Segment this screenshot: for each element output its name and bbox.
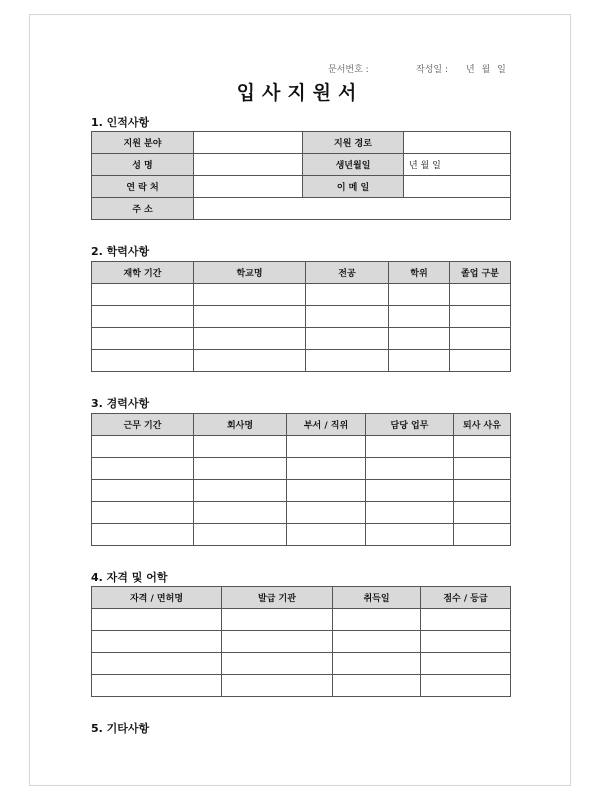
license-table xyxy=(91,586,511,697)
table-cell[interactable] xyxy=(92,609,222,631)
table-cell[interactable] xyxy=(366,502,454,524)
table-cell[interactable] xyxy=(222,653,333,675)
table-cell[interactable] xyxy=(306,328,389,350)
table-row xyxy=(92,458,511,480)
table-row xyxy=(92,198,511,220)
table-cell[interactable] xyxy=(287,480,366,502)
section-personal-title: 1. 인적사항 xyxy=(91,116,150,129)
table-cell[interactable] xyxy=(222,675,333,697)
table-cell[interactable] xyxy=(333,609,421,631)
table-row xyxy=(92,176,511,198)
apply-route-label: 지원 경로 xyxy=(303,132,404,154)
table-cell[interactable] xyxy=(454,480,511,502)
career-table xyxy=(91,413,511,546)
table-row xyxy=(92,154,511,176)
table-row xyxy=(92,675,511,697)
email-label: 이 메 일 xyxy=(303,176,404,198)
table-row xyxy=(92,502,511,524)
education-table xyxy=(91,261,511,372)
table-cell[interactable] xyxy=(92,458,194,480)
table-cell[interactable] xyxy=(454,502,511,524)
table-cell[interactable] xyxy=(450,350,511,372)
table-cell[interactable] xyxy=(194,328,306,350)
table-row xyxy=(92,132,511,154)
table-row xyxy=(92,524,511,546)
table-row xyxy=(92,328,511,350)
table-cell[interactable] xyxy=(92,306,194,328)
column-header: 전공 xyxy=(306,262,389,284)
table-cell[interactable] xyxy=(454,458,511,480)
table-cell[interactable] xyxy=(92,436,194,458)
column-header: 재학 기간 xyxy=(92,262,194,284)
table-cell[interactable] xyxy=(454,524,511,546)
table-cell[interactable] xyxy=(450,284,511,306)
section-license-title: 4. 자격 및 어학 xyxy=(91,571,168,584)
name-value[interactable] xyxy=(194,154,303,176)
address-value[interactable] xyxy=(194,198,511,220)
table-cell[interactable] xyxy=(287,436,366,458)
table-cell[interactable] xyxy=(421,609,511,631)
table-cell[interactable] xyxy=(194,284,306,306)
table-cell[interactable] xyxy=(194,458,287,480)
table-cell[interactable] xyxy=(366,524,454,546)
column-header: 근무 기간 xyxy=(92,414,194,436)
address-label: 주 소 xyxy=(92,198,194,220)
table-cell[interactable] xyxy=(194,480,287,502)
table-row xyxy=(92,480,511,502)
table-cell[interactable] xyxy=(194,436,287,458)
table-header-row xyxy=(92,262,511,284)
table-cell[interactable] xyxy=(421,653,511,675)
table-cell[interactable] xyxy=(333,675,421,697)
email-value[interactable] xyxy=(404,176,511,198)
table-row xyxy=(92,284,511,306)
table-cell[interactable] xyxy=(389,328,450,350)
table-cell[interactable] xyxy=(366,458,454,480)
created-date-label: 작성일 : xyxy=(416,65,448,75)
table-cell[interactable] xyxy=(92,502,194,524)
table-cell[interactable] xyxy=(92,328,194,350)
table-header-row xyxy=(92,587,511,609)
doc-number-label: 문서번호 : xyxy=(328,65,369,75)
table-cell[interactable] xyxy=(389,350,450,372)
table-cell[interactable] xyxy=(306,350,389,372)
table-row xyxy=(92,631,511,653)
table-cell[interactable] xyxy=(194,502,287,524)
table-cell[interactable] xyxy=(306,306,389,328)
table-cell[interactable] xyxy=(333,631,421,653)
table-cell[interactable] xyxy=(92,350,194,372)
table-cell[interactable] xyxy=(92,524,194,546)
table-row xyxy=(92,306,511,328)
document-title: 입사지원서 xyxy=(236,82,364,104)
table-cell[interactable] xyxy=(92,653,222,675)
column-header: 자격 / 면허명 xyxy=(92,587,222,609)
birth-value[interactable]: 년 월 일 xyxy=(404,154,511,176)
personal-info-table xyxy=(91,131,511,220)
table-cell[interactable] xyxy=(92,675,222,697)
table-cell[interactable] xyxy=(287,502,366,524)
apply-route-value[interactable] xyxy=(404,132,511,154)
table-cell[interactable] xyxy=(92,631,222,653)
table-cell[interactable] xyxy=(222,631,333,653)
contact-value[interactable] xyxy=(194,176,303,198)
column-header: 취득일 xyxy=(333,587,421,609)
table-cell[interactable] xyxy=(92,284,194,306)
table-cell[interactable] xyxy=(421,675,511,697)
column-header: 학교명 xyxy=(194,262,306,284)
column-header: 퇴사 사유 xyxy=(454,414,511,436)
table-cell[interactable] xyxy=(306,284,389,306)
table-cell[interactable] xyxy=(421,631,511,653)
table-cell[interactable] xyxy=(454,436,511,458)
table-cell[interactable] xyxy=(450,328,511,350)
created-date-value: 년 월 일 xyxy=(466,65,508,75)
section-career-title: 3. 경력사항 xyxy=(91,397,150,410)
contact-label: 연 락 처 xyxy=(92,176,194,198)
table-cell[interactable] xyxy=(92,480,194,502)
column-header: 학위 xyxy=(389,262,450,284)
table-cell[interactable] xyxy=(287,524,366,546)
table-cell[interactable] xyxy=(450,306,511,328)
section-education-title: 2. 학력사항 xyxy=(91,245,150,258)
table-cell[interactable] xyxy=(389,284,450,306)
table-row xyxy=(92,436,511,458)
column-header: 발급 기관 xyxy=(222,587,333,609)
name-label: 성 명 xyxy=(92,154,194,176)
table-row xyxy=(92,653,511,675)
table-cell[interactable] xyxy=(389,306,450,328)
column-header: 회사명 xyxy=(194,414,287,436)
table-cell[interactable] xyxy=(333,653,421,675)
table-cell[interactable] xyxy=(194,524,287,546)
table-cell[interactable] xyxy=(366,436,454,458)
table-cell[interactable] xyxy=(194,306,306,328)
column-header: 점수 / 등급 xyxy=(421,587,511,609)
column-header: 담당 업무 xyxy=(366,414,454,436)
table-cell[interactable] xyxy=(366,480,454,502)
table-header-row xyxy=(92,414,511,436)
column-header: 부서 / 직위 xyxy=(287,414,366,436)
apply-field-value[interactable] xyxy=(194,132,303,154)
birth-label: 생년월일 xyxy=(303,154,404,176)
table-cell[interactable] xyxy=(287,458,366,480)
table-row xyxy=(92,609,511,631)
table-row xyxy=(92,350,511,372)
column-header: 졸업 구분 xyxy=(450,262,511,284)
table-cell[interactable] xyxy=(222,609,333,631)
table-cell[interactable] xyxy=(194,350,306,372)
apply-field-label: 지원 분야 xyxy=(92,132,194,154)
section-other-title: 5. 기타사항 xyxy=(91,722,150,735)
